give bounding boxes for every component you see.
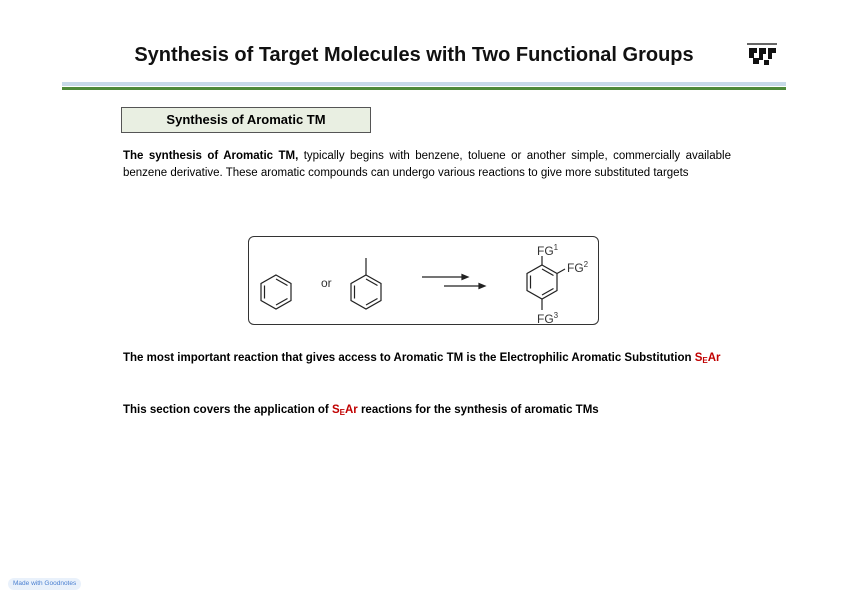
university-logo-icon: [745, 42, 779, 68]
seAr-rest: Ar: [707, 352, 721, 364]
or-label: or: [321, 276, 332, 290]
toluene-structure-icon: [351, 258, 381, 309]
fg3-label: FG: [537, 312, 554, 326]
page-title: Synthesis of Target Molecules with Two Functional Groups: [134, 44, 694, 66]
section-label: Synthesis of Aromatic TM: [121, 107, 371, 133]
trisubstituted-benzene-structure-icon: [527, 256, 565, 310]
seAr-subscript: E: [702, 356, 708, 365]
seAr-acronym-2: [332, 404, 358, 416]
header-rule-green: [62, 87, 786, 90]
reaction-note-text: The most important reaction that gives access to Aromatic TM is the Electrophilic Aromatic Substitution: [123, 352, 695, 364]
seAr-rest-2: Ar: [344, 404, 358, 416]
svg-text:FG2: [567, 260, 589, 275]
seAr-s: S: [694, 352, 703, 364]
reaction-arrow-icon: [422, 275, 485, 289]
reaction-note: [123, 350, 731, 369]
fg1-superscript: 1: [553, 243, 559, 252]
fg1-label: FG: [537, 244, 554, 258]
reaction-scheme: [248, 236, 599, 325]
coverage-before: This section covers the application of: [123, 404, 332, 416]
coverage-after: reactions for the synthesis of aromatic TMs: [357, 404, 599, 416]
fg3-superscript: 3: [553, 311, 559, 320]
goodnotes-badge: Made with Goodnotes: [8, 578, 81, 590]
header-rule-blue: [62, 82, 786, 86]
intro-rest: typically begins with benzene, toluene or another simple, commercially available benzene derivative. These aromatic compounds can undergo various reactions to give more substituted targets: [123, 150, 731, 179]
benzene-structure-icon: [261, 275, 291, 309]
fg2-label: FG: [567, 261, 584, 275]
intro-paragraph: [123, 148, 731, 182]
coverage-note: [123, 402, 731, 421]
fg2-superscript: 2: [583, 260, 589, 269]
reaction-scheme-drawing: [249, 237, 600, 326]
svg-text:FG1: [537, 243, 559, 258]
seAr-subscript-2: E: [339, 408, 345, 417]
seAr-acronym: [695, 352, 721, 364]
intro-bold-lead: The synthesis of Aromatic TM,: [123, 150, 299, 162]
seAr-s-2: S: [331, 404, 340, 416]
svg-text:FG3: [537, 311, 559, 326]
